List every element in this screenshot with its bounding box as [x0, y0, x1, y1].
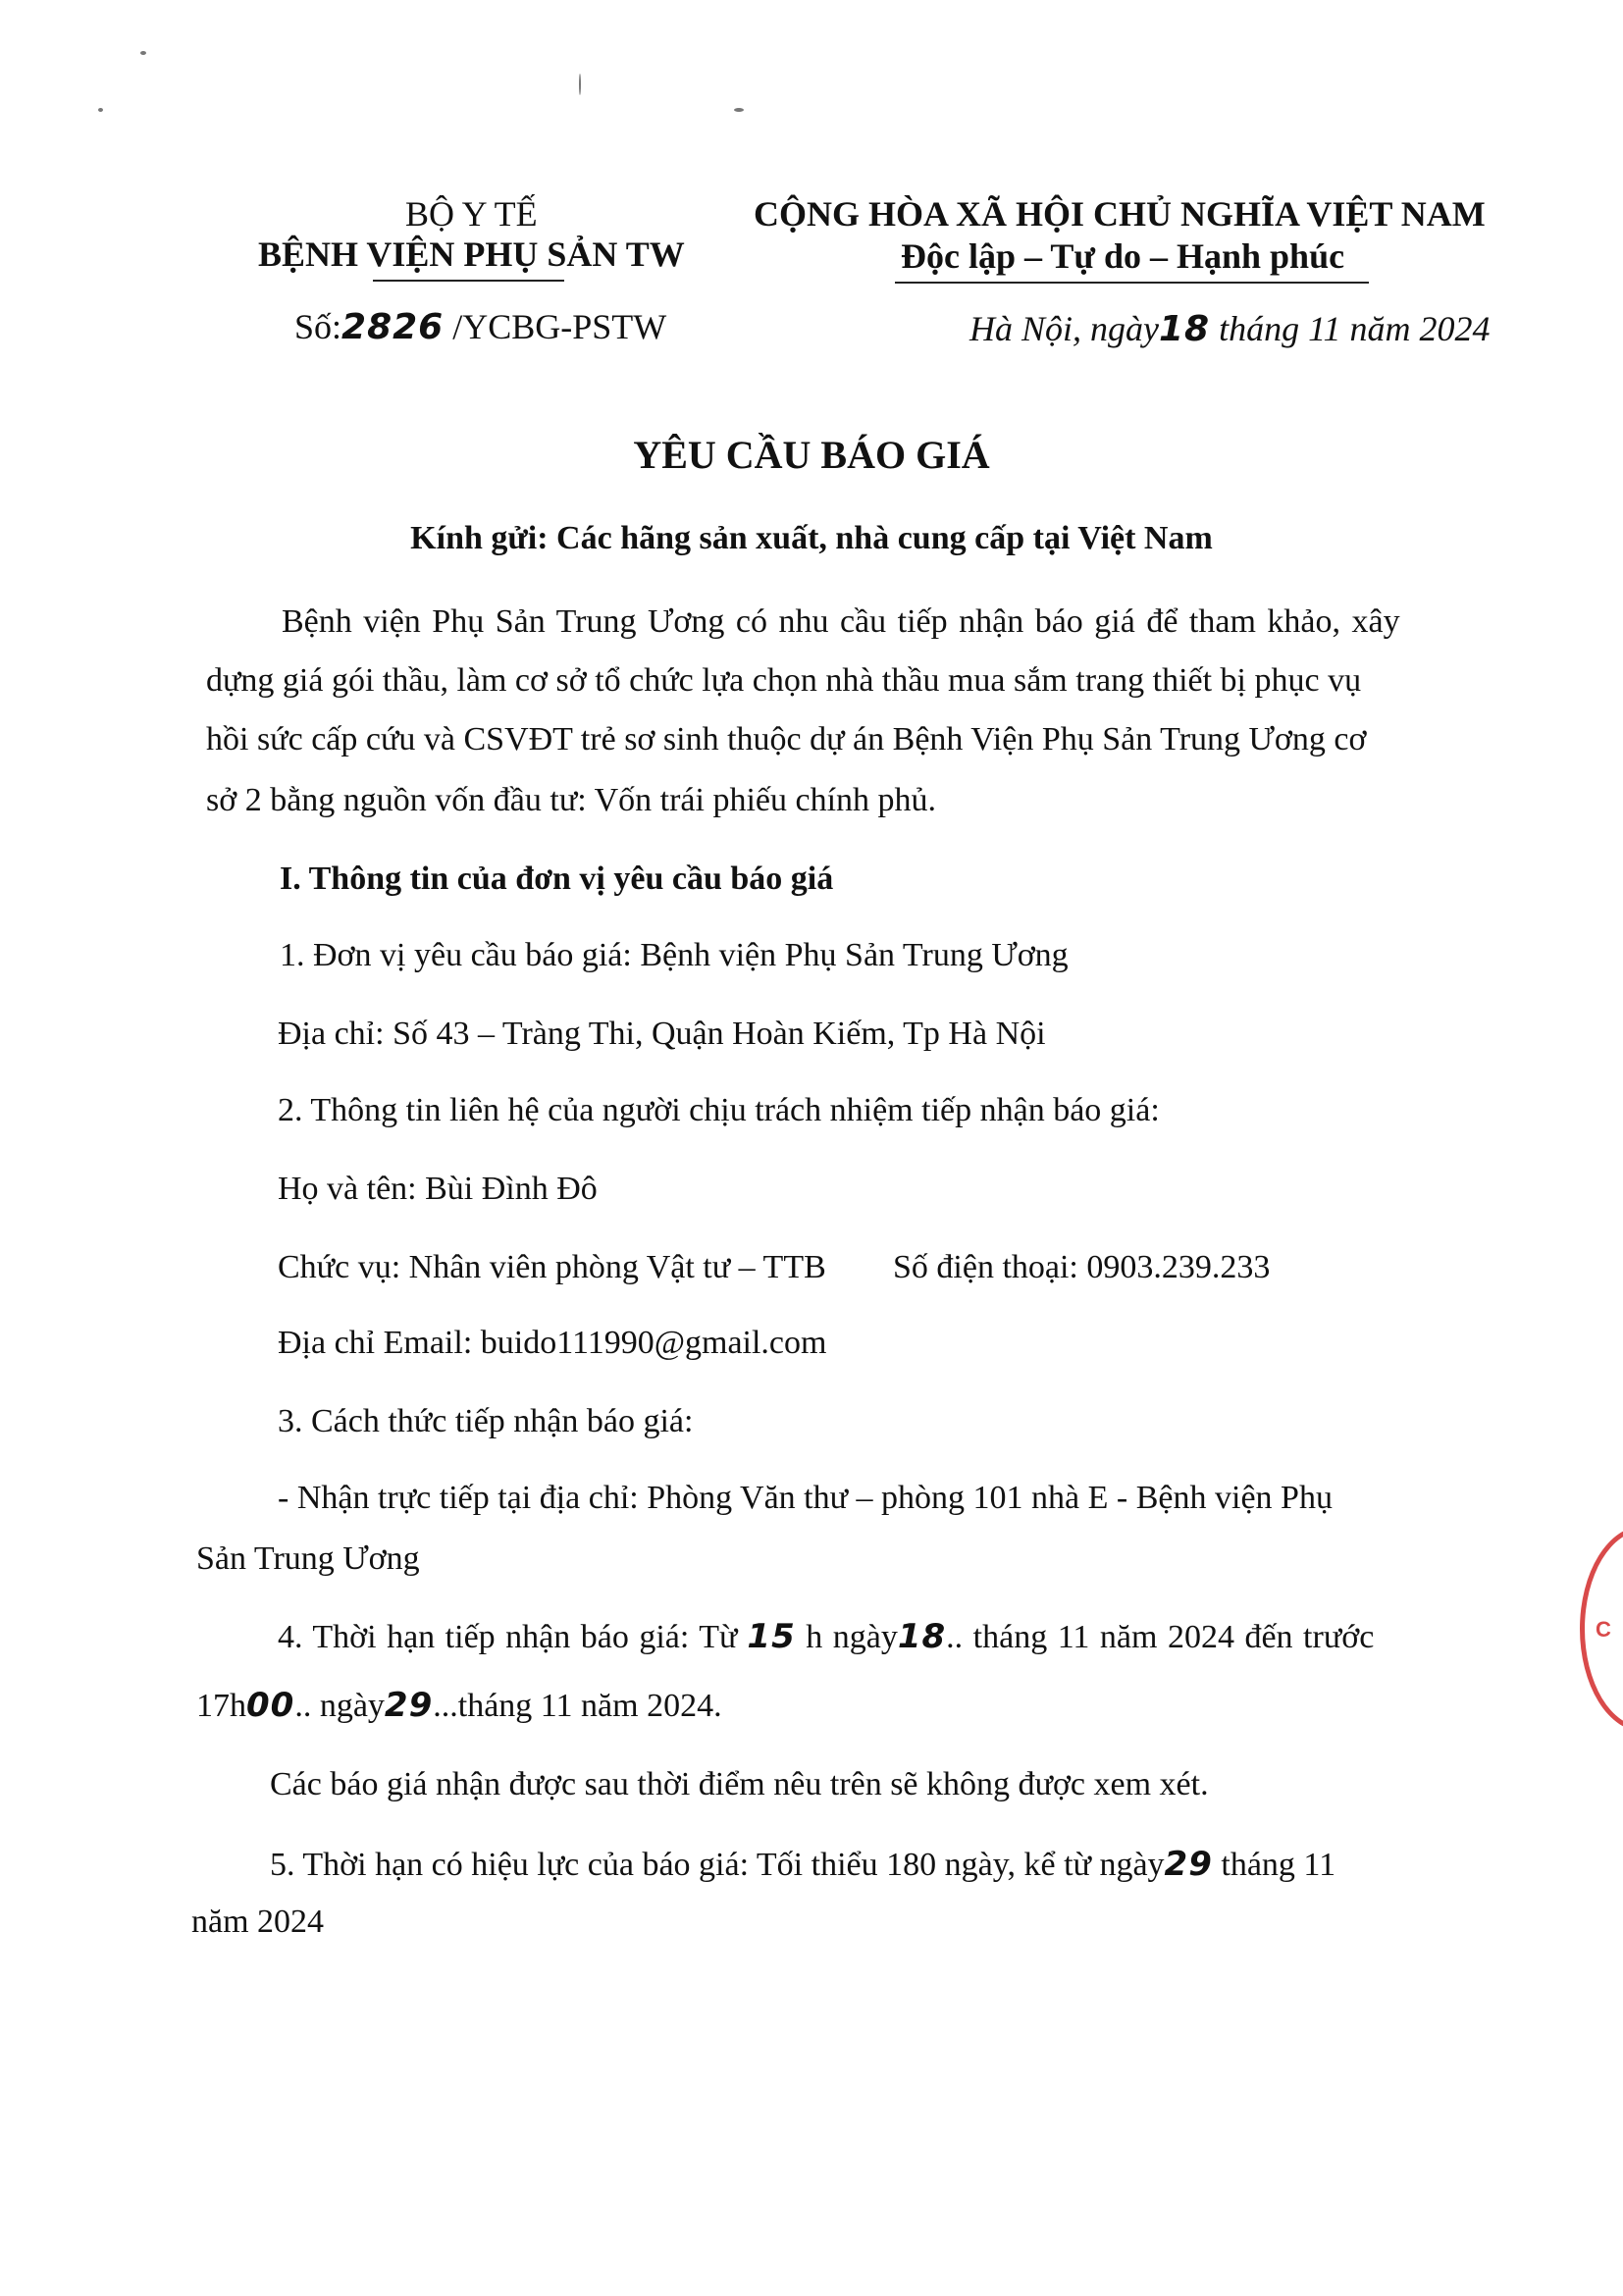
deadline-line-1: [278, 1617, 1374, 1656]
doc-no-handwritten: 2826: [341, 307, 445, 347]
deadline-end-day-handwritten: 29: [384, 1686, 434, 1725]
stamp-text: C: [1596, 1617, 1611, 1642]
motto-underline: [895, 282, 1369, 284]
method-line-2: Sản Trung Ương: [196, 1540, 420, 1577]
contact-email: Địa chỉ Email: buido111990@gmail.com: [278, 1325, 827, 1361]
document-number: [294, 306, 666, 347]
deadline-text-2: h ngày: [795, 1619, 898, 1655]
intro-line-4: sở 2 bằng nguồn vốn đầu tư: Vốn trái phiếu chính phủ.: [206, 782, 937, 818]
nation-title: CỘNG HÒA XÃ HỘI CHỦ NGHĨA VIỆT NAM: [754, 194, 1486, 234]
method-heading: 3. Cách thức tiếp nhận báo giá:: [278, 1403, 694, 1439]
ministry-name: BỘ Y TẾ: [405, 194, 538, 234]
deadline-text-4: 17h: [196, 1688, 246, 1724]
deadline-text-6: ...tháng 11 năm 2024.: [433, 1688, 722, 1724]
method-line-1: - Nhận trực tiếp tại địa chỉ: Phòng Văn thư – phòng 101 nhà E - Bệnh viện Phụ: [278, 1480, 1333, 1516]
document-date: [969, 308, 1490, 349]
deadline-text-5: .. ngày: [294, 1688, 385, 1724]
contact-name: Họ và tên: Bùi Đình Đô: [278, 1171, 598, 1207]
deadline-day-handwritten: 18: [897, 1617, 947, 1656]
doc-no-prefix: Số:: [294, 307, 342, 346]
intro-line-2: dựng giá gói thầu, làm cơ sở tổ chức lựa chọn nhà thầu mua sắm trang thiết bị phục vụ: [206, 662, 1362, 699]
deadline-line-2: [196, 1686, 722, 1725]
date-suffix: tháng 11 năm 2024: [1210, 309, 1491, 348]
national-motto: Độc lập – Tự do – Hạnh phúc: [901, 236, 1345, 276]
scan-speck: [98, 108, 103, 112]
hospital-name: BỆNH VIỆN PHỤ SẢN TW: [258, 235, 685, 274]
contact-heading: 2. Thông tin liên hệ của người chịu trách nhiệm tiếp nhận báo giá:: [278, 1092, 1160, 1128]
unit-address: Địa chỉ: Số 43 – Tràng Thi, Quận Hoàn Kiếm, Tp Hà Nội: [278, 1016, 1046, 1052]
document-title: YÊU CẦU BÁO GIÁ: [633, 433, 990, 477]
late-note: Các báo giá nhận được sau thời điểm nêu trên sẽ không được xem xét.: [270, 1766, 1209, 1802]
requesting-unit: 1. Đơn vị yêu cầu báo giá: Bệnh viện Phụ Sản Trung Ương: [280, 937, 1069, 973]
greeting-line: Kính gửi: Các hãng sản xuất, nhà cung cấp tại Việt Nam: [410, 520, 1213, 556]
scan-speck: [140, 51, 146, 55]
contact-position: Chức vụ: Nhân viên phòng Vật tư – TTB: [278, 1249, 826, 1285]
deadline-text-3: .. tháng 11 năm 2024 đến trước: [946, 1619, 1375, 1655]
contact-phone: Số điện thoại: 0903.239.233: [893, 1249, 1271, 1285]
validity-line-2: năm 2024: [191, 1904, 325, 1940]
validity-day-handwritten: 29: [1164, 1845, 1213, 1884]
section-heading: I. Thông tin của đơn vị yêu cầu báo giá: [280, 861, 834, 897]
doc-no-suffix: /YCBG-PSTW: [444, 307, 667, 346]
validity-line-1: [270, 1845, 1335, 1884]
intro-line-1: Bệnh viện Phụ Sản Trung Ương có nhu cầu tiếp nhận báo giá để tham khảo, xây: [282, 603, 1400, 640]
scan-speck: [734, 108, 744, 112]
validity-text-2: tháng 11: [1212, 1847, 1336, 1883]
hospital-underline: [373, 280, 564, 282]
date-prefix: Hà Nội, ngày: [969, 309, 1159, 348]
scan-speck: [579, 74, 581, 95]
deadline-hour-handwritten: 15: [747, 1617, 796, 1656]
validity-text-1: 5. Thời hạn có hiệu lực của báo giá: Tối thiểu 180 ngày, kể từ ngày: [270, 1847, 1165, 1883]
deadline-text-1: 4. Thời hạn tiếp nhận báo giá: Từ: [278, 1619, 738, 1655]
intro-line-3: hồi sức cấp cứu và CSVĐT trẻ sơ sinh thuộc dự án Bệnh Viện Phụ Sản Trung Ương cơ: [206, 721, 1367, 757]
date-day-handwritten: 18: [1159, 309, 1211, 349]
deadline-minute-handwritten: 00: [246, 1686, 295, 1725]
